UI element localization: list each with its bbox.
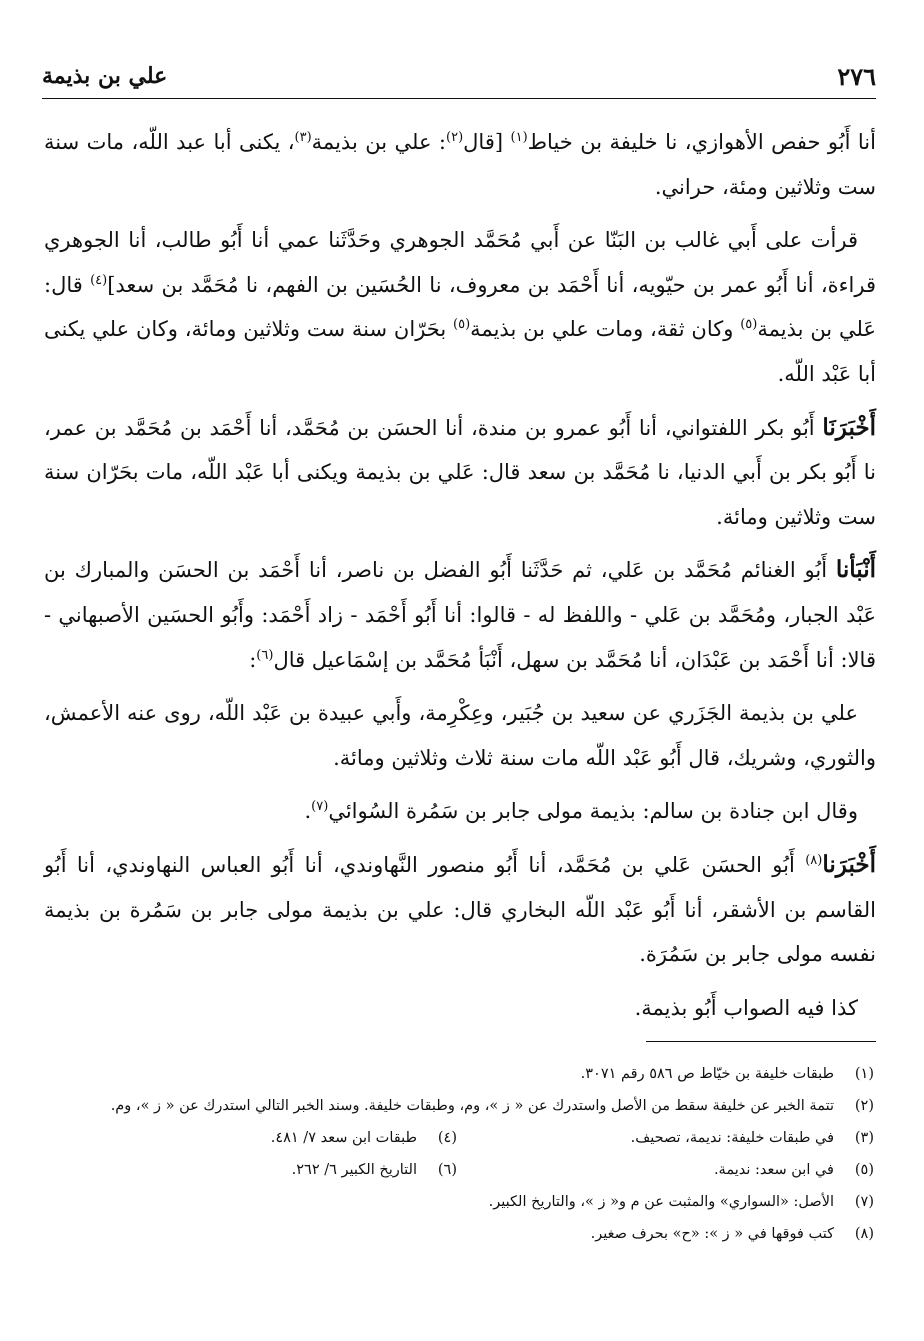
footnote xyxy=(40,1090,874,1122)
footnote xyxy=(40,1058,874,1090)
footnote-text: الأصل: «السواري» والمثبت عن م و« ز »، والتاريخ الكبير. xyxy=(488,1194,834,1210)
footnote-row xyxy=(40,1186,874,1218)
footnote-text: في ابن سعد: نديمة. xyxy=(713,1162,834,1178)
footnote-ref: (٥) xyxy=(740,317,758,333)
footnote xyxy=(40,1218,874,1250)
footnote-ref: (٣) xyxy=(294,130,312,145)
paragraph xyxy=(44,789,876,834)
footnote-row xyxy=(40,1154,874,1186)
footnote-ref: (٨) xyxy=(805,852,823,868)
paragraph xyxy=(44,120,876,209)
footnote-number: (٣) xyxy=(854,1130,874,1146)
text-run: . xyxy=(304,799,312,824)
page-header xyxy=(42,54,876,99)
lead-word: أَنْبَأنا xyxy=(835,556,876,584)
footnote-number: (٦) xyxy=(437,1162,457,1178)
text-run: ، يكنى أبا عبد اللّه، مات سنة ست وثلاثين ومئة، حراني. xyxy=(44,130,876,199)
footnotes xyxy=(40,1058,874,1250)
paragraph xyxy=(44,843,876,977)
footnote-text: في طبقات خليفة: نديمة، تصحيف. xyxy=(630,1130,834,1146)
text-run: كذا فيه الصواب أَبُو بذيمة. xyxy=(634,995,858,1020)
paragraph xyxy=(44,986,876,1031)
footnote xyxy=(40,1186,874,1218)
footnote-row xyxy=(40,1090,874,1122)
footnote-row xyxy=(40,1122,874,1154)
footnote xyxy=(40,1122,457,1154)
running-title: علي بن بذيمة xyxy=(42,63,168,89)
footnote-number: (٤) xyxy=(437,1130,457,1146)
paragraph xyxy=(44,548,876,682)
footnote xyxy=(457,1154,874,1186)
text-run: أَبُو الغنائم مُحَمَّد بن عَلي، ثم حَدَّثَنا أَبُو الفضل بن ناصر، أنا أَحْمَد بن الحسَن والمبارك بن عَبْد الجبار، ومُحَمَّد بن عَلي - واللفظ له - قالوا: أنا أَبُو أَحْمَد - زاد أَحْمَد: وأَبُو الحسَين الأصبهاني - قالا: أنا أَحْمَد بن عَبْدَان، أنا مُحَمَّد بن سهل، أَنْبَأ مُحَمَّد بن إسْمَاعيل قال xyxy=(44,558,876,672)
footnote-text: طبقات خليفة بن خيّاط ص ٥٨٦ رقم ٣٠٧١. xyxy=(580,1066,834,1082)
paragraph xyxy=(44,406,876,540)
text-run: بحَرّان سنة ست وثلاثين ومائة، وكان علي يكنى أبا عَبْد اللّه. xyxy=(44,317,876,386)
footnote-ref: (٦) xyxy=(256,647,274,663)
footnote xyxy=(457,1122,874,1154)
text-run: : علي بن بذيمة xyxy=(311,130,447,154)
paragraph xyxy=(44,691,876,780)
page-number: ٢٧٦ xyxy=(837,61,876,91)
text-run: علي بن بذيمة الجَزَري عن سعيد بن جُبَير، وعِكْرِمة، وأَبي عبيدة بن عَبْد اللّه، روى عنه الأعمش، والثوري، وشريك، قال أَبُو عَبْد اللّه مات سنة ثلاث وثلاثين ومائة. xyxy=(44,701,876,770)
footnote-text: طبقات ابن سعد ٧/ ٤٨١. xyxy=(270,1130,417,1146)
footnote-row xyxy=(40,1218,874,1250)
footnote-ref: (٤) xyxy=(90,272,108,288)
footnote xyxy=(40,1154,457,1186)
footnote-ref: (٢) xyxy=(446,130,464,145)
text-run: : xyxy=(249,647,257,672)
footnote-ref: (٥) xyxy=(453,317,471,333)
text-run: [قال xyxy=(463,130,511,154)
footnote-text: التاريخ الكبير ٦/ ٢٦٢. xyxy=(291,1162,417,1178)
text-run: قال: عَلي بن بذيمة xyxy=(44,272,876,342)
footnote-divider xyxy=(646,1041,876,1042)
footnote-row xyxy=(40,1058,874,1090)
paragraph xyxy=(44,218,876,396)
text-run: أنا أَبُو حفص الأهوازي، نا خليفة بن خياط xyxy=(527,130,876,154)
lead-word: أَخْبَرَنا xyxy=(822,850,876,878)
footnote-text: تتمة الخبر عن خليفة سقط من الأصل واستدرك عن « ز »، وم، وطبقات خليفة. وسند الخبر التالي استدرك عن « ز »، وم. xyxy=(110,1098,834,1114)
footnote-ref: (٧) xyxy=(311,799,329,815)
footnote-number: (٧) xyxy=(854,1194,874,1210)
footnote-number: (٨) xyxy=(854,1226,874,1242)
footnote-number: (٢) xyxy=(854,1098,874,1114)
text-run: قرأت على أَبي غالب بن البَنّا عن أَبي مُحَمَّد الجوهري وحَدَّثَنا عمي أنا أَبُو طالب، أنا الجوهري قراءة، أنا أَبُو عمر بن حيّويه، أنا أَحْمَد بن معروف، نا الحُسَين بن الفهم، نا مُحَمَّد بن سعد] xyxy=(44,228,876,297)
footnote-number: (٥) xyxy=(854,1162,874,1178)
text-run: أَبُو بكر اللفتواني، أنا أَبُو عمرو بن مندة، أنا الحسَن بن مُحَمَّد، أنا أَحْمَد بن مُحَمَّد بن عمر، نا أَبُو بكر بن أَبي الدنيا، نا مُحَمَّد بن سعد قال: عَلي بن بذيمة ويكنى أبا عَبْد اللّه، مات بحَرّان سنة ست وثلاثين ومائة. xyxy=(44,415,876,529)
text-run: أَبُو الحسَن عَلي بن مُحَمَّد، أنا أَبُو منصور النَّهاوندي، أنا أَبُو العباس النهاوندي، أنا أَبُو القاسم بن الأشقر، أنا أَبُو عَبْد اللّه البخاري قال: علي بن بذيمة مولى جابر بن سَمُرة بن بذيمة نفسه مولى جابر بن سَمُرَة. xyxy=(44,852,876,967)
text-run: وكان ثقة، ومات علي بن بذيمة xyxy=(470,317,741,342)
text-run: وقال ابن جنادة بن سالم: بذيمة مولى جابر بن سَمُرة السُوائي xyxy=(328,799,858,824)
footnote-number: (١) xyxy=(854,1066,874,1082)
footnote-text: كتب فوقها في « ز »: «ح» بحرف صغير. xyxy=(590,1226,834,1242)
lead-word: أَخْبَرَنَا xyxy=(822,413,876,441)
main-text xyxy=(44,120,876,1039)
footnote-ref: (١) xyxy=(510,130,528,145)
